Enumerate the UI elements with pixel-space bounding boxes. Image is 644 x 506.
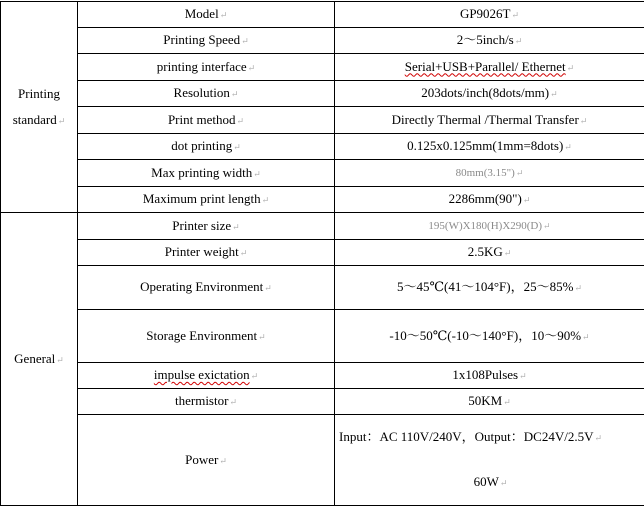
table-row xyxy=(1,363,644,389)
row-value: -10～50℃(-10～140°F)，10～90% xyxy=(389,328,581,343)
power-value-line: Input：AC 110V/240V，Output：DC24V/2.5V xyxy=(339,429,593,444)
row-label: thermistor xyxy=(175,393,228,408)
paragraph-mark-icon: ↵ xyxy=(241,36,249,46)
row-value-cell xyxy=(335,240,644,266)
row-value: 0.125x0.125mm(1mm=8dots) xyxy=(407,138,563,153)
table-row xyxy=(1,81,644,107)
table-row xyxy=(1,28,644,54)
group-label: General xyxy=(14,351,55,366)
row-label: Resolution xyxy=(174,85,230,100)
row-value-cell xyxy=(335,81,644,107)
paragraph-mark-icon: ↵ xyxy=(248,63,256,73)
row-value-cell xyxy=(335,107,644,134)
row-label: Print method xyxy=(168,112,236,127)
row-value: 203dots/inch(8dots/mm) xyxy=(421,85,549,100)
table-row xyxy=(1,134,644,160)
group-label: standard xyxy=(13,112,57,127)
row-label: Storage Environment xyxy=(146,328,257,343)
power-value-line: 60W xyxy=(474,474,499,489)
row-label: dot printing xyxy=(171,138,232,153)
row-label-cell xyxy=(78,81,335,107)
row-value-cell xyxy=(335,187,644,213)
paragraph-mark-icon: ↵ xyxy=(519,371,527,381)
paragraph-mark-icon: ↵ xyxy=(220,10,228,20)
table-row xyxy=(1,160,644,187)
paragraph-mark-icon: ↵ xyxy=(574,283,582,293)
paragraph-mark-icon: ↵ xyxy=(515,36,523,46)
group-general xyxy=(1,213,78,506)
paragraph-mark-icon: ↵ xyxy=(236,116,244,126)
row-label-cell xyxy=(78,2,335,28)
row-value-cell xyxy=(335,363,644,389)
paragraph-mark-icon: ↵ xyxy=(231,89,239,99)
row-value-cell xyxy=(335,310,644,363)
paragraph-mark-icon: ↵ xyxy=(232,222,240,232)
row-value-cell xyxy=(335,160,644,187)
table-row xyxy=(1,54,644,81)
row-value: 80mm(3.15") xyxy=(456,167,515,179)
paragraph-mark-icon: ↵ xyxy=(582,332,590,342)
row-label: impulse exictation xyxy=(154,367,250,382)
table-row xyxy=(1,389,644,415)
paragraph-mark-icon: ↵ xyxy=(56,355,64,365)
paragraph-mark-icon: ↵ xyxy=(543,221,551,231)
row-value-cell xyxy=(335,415,644,506)
row-label: printing interface xyxy=(157,59,247,74)
group-printing-standard xyxy=(1,2,78,213)
table-row xyxy=(1,107,644,134)
row-value: 1x108Pulses xyxy=(452,367,518,382)
paragraph-mark-icon: ↵ xyxy=(58,116,66,126)
paragraph-mark-icon: ↵ xyxy=(264,283,272,293)
paragraph-mark-icon: ↵ xyxy=(251,371,259,381)
row-value-cell xyxy=(335,28,644,54)
table-row xyxy=(1,415,644,506)
paragraph-mark-icon: ↵ xyxy=(523,195,531,205)
paragraph-mark-icon: ↵ xyxy=(233,142,241,152)
paragraph-mark-icon: ↵ xyxy=(594,433,602,443)
row-label-cell xyxy=(78,54,335,81)
table-row xyxy=(1,187,644,213)
row-value: Directly Thermal /Thermal Transfer xyxy=(392,112,579,127)
row-value-cell xyxy=(335,389,644,415)
table-row xyxy=(1,240,644,266)
row-label-cell xyxy=(78,28,335,54)
power-value xyxy=(337,415,642,505)
paragraph-mark-icon: ↵ xyxy=(516,168,524,178)
row-value-cell xyxy=(335,2,644,28)
row-value-cell xyxy=(335,54,644,81)
row-label-cell xyxy=(78,389,335,415)
row-label-cell xyxy=(78,134,335,160)
row-label: Max printing width xyxy=(151,165,252,180)
row-label-cell xyxy=(78,160,335,187)
table-row xyxy=(1,266,644,310)
row-value-cell xyxy=(335,213,644,240)
paragraph-mark-icon: ↵ xyxy=(564,142,572,152)
paragraph-mark-icon: ↵ xyxy=(550,89,558,99)
paragraph-mark-icon: ↵ xyxy=(262,195,270,205)
row-value: GP9026T xyxy=(460,6,511,21)
row-value: 2.5KG xyxy=(468,244,503,259)
row-label-cell xyxy=(78,266,335,310)
paragraph-mark-icon: ↵ xyxy=(503,397,511,407)
row-value: 195(W)X180(H)X290(D) xyxy=(428,220,542,232)
table-row xyxy=(1,2,644,28)
spec-table xyxy=(0,1,644,506)
row-label: Operating Environment xyxy=(140,279,263,294)
row-label-cell xyxy=(78,415,335,506)
row-label: Maximum print length xyxy=(143,191,261,206)
row-value: 50KM xyxy=(468,393,502,408)
paragraph-mark-icon: ↵ xyxy=(258,332,266,342)
row-label: Printing Speed xyxy=(163,32,240,47)
row-value: 2286mm(90") xyxy=(449,191,522,206)
paragraph-mark-icon: ↵ xyxy=(512,10,520,20)
row-value-cell xyxy=(335,134,644,160)
row-label: Power xyxy=(185,452,218,467)
paragraph-mark-icon: ↵ xyxy=(229,397,237,407)
row-label-cell xyxy=(78,310,335,363)
row-label: Printer size xyxy=(172,218,231,233)
row-value: Serial+USB+Parallel/ Ethernet xyxy=(405,59,566,74)
paragraph-mark-icon: ↵ xyxy=(504,248,512,258)
paragraph-mark-icon: ↵ xyxy=(500,478,508,488)
row-value: 5～45℃(41～104°F)，25～85% xyxy=(397,279,573,294)
row-label: Model xyxy=(185,6,219,21)
row-label-cell xyxy=(78,107,335,134)
paragraph-mark-icon: ↵ xyxy=(567,63,575,73)
group-label: Printing xyxy=(18,86,60,101)
row-label-cell xyxy=(78,187,335,213)
paragraph-mark-icon: ↵ xyxy=(219,456,227,466)
row-label-cell xyxy=(78,213,335,240)
row-label-cell xyxy=(78,363,335,389)
paragraph-mark-icon: ↵ xyxy=(580,116,588,126)
table-row xyxy=(1,213,644,240)
row-value: 2～5inch/s xyxy=(457,32,514,47)
row-label-cell xyxy=(78,240,335,266)
paragraph-mark-icon: ↵ xyxy=(240,248,248,258)
row-label: Printer weight xyxy=(165,244,239,259)
row-value-cell xyxy=(335,266,644,310)
paragraph-mark-icon: ↵ xyxy=(253,169,261,179)
table-row xyxy=(1,310,644,363)
